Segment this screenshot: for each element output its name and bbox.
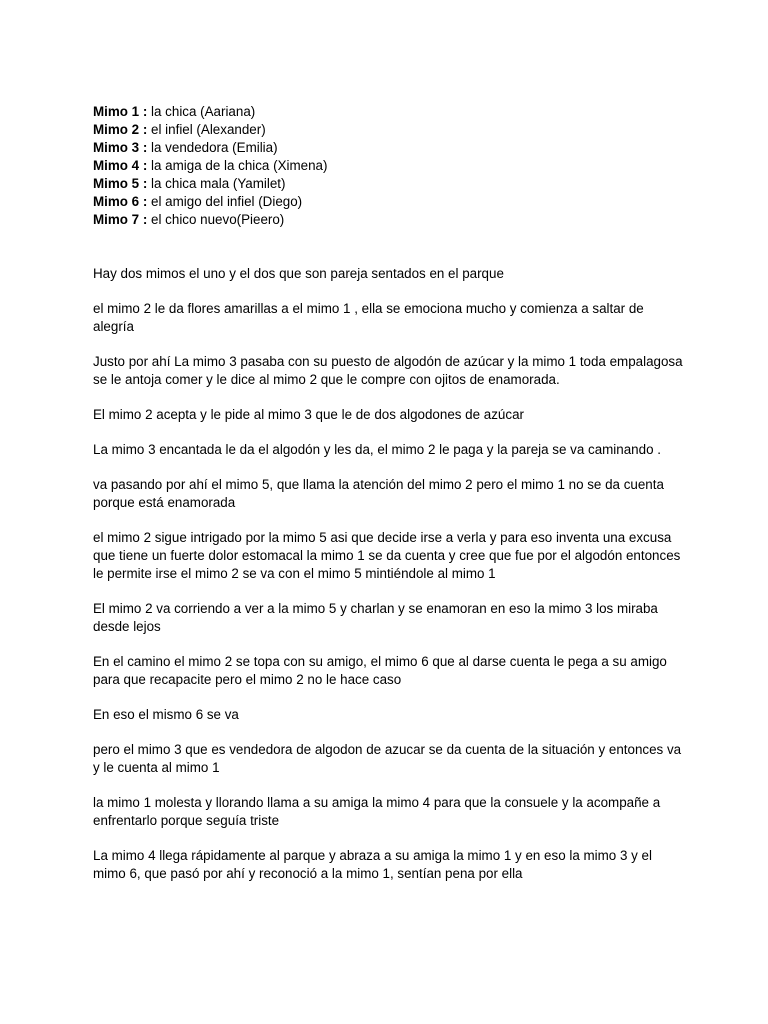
cast-label: Mimo 7 : (93, 212, 148, 227)
cast-item-1 (93, 103, 683, 121)
cast-item-4 (93, 157, 683, 175)
cast-item-2 (93, 121, 683, 139)
cast-label: Mimo 1 : (93, 104, 148, 119)
document-page (93, 103, 683, 900)
cast-label: Mimo 5 : (93, 176, 148, 191)
cast-item-5 (93, 175, 683, 193)
story-paragraph: el mimo 2 sigue intrigado por la mimo 5 asi que decide irse a verla y para eso inventa una excusa que tiene un fuerte dolor estomacal la mimo 1 se da cuenta y cree que fue por el algodón entonces le permite irse el mimo 2 se va con el mimo 5 mintiéndole al mimo 1 (93, 530, 681, 581)
story-paragraph: El mimo 2 acepta y le pide al mimo 3 que le de dos algodones de azúcar (93, 407, 524, 422)
cast-item-7 (93, 211, 683, 229)
story-paragraph: La mimo 4 llega rápidamente al parque y abraza a su amiga la mimo 1 y en eso la mimo 3 y el mimo 6, que pasó por ahí y reconoció a la mimo 1, sentían pena por ella (93, 848, 652, 881)
cast-role: el chico nuevo(Pieero) (147, 212, 285, 227)
cast-role: la chica mala (Yamilet) (147, 176, 286, 191)
story-paragraph: pero el mimo 3 que es vendedora de algodon de azucar se da cuenta de la situación y entonces va y le cuenta al mimo 1 (93, 742, 682, 775)
cast-label: Mimo 4 : (93, 158, 148, 173)
cast-role: la vendedora (Emilia) (147, 140, 278, 155)
story-paragraph: la mimo 1 molesta y llorando llama a su amiga la mimo 4 para que la consuele y la acompañe a enfrentarlo porque seguía triste (93, 795, 661, 828)
cast-label: Mimo 2 : (93, 122, 148, 137)
cast-role: la chica (Aariana) (147, 104, 256, 119)
story-paragraph: Justo por ahí La mimo 3 pasaba con su puesto de algodón de azúcar y la mimo 1 toda empalagosa se le antoja comer y le dice al mimo 2 que le compre con ojitos de enamorada. (93, 354, 683, 387)
story-paragraph: El mimo 2 va corriendo a ver a la mimo 5 y charlan y se enamoran en eso la mimo 3 los miraba desde lejos (93, 601, 658, 634)
story-paragraph: En eso el mismo 6 se va (93, 707, 239, 722)
cast-role: la amiga de la chica (Ximena) (147, 158, 328, 173)
story-paragraph: el mimo 2 le da flores amarillas a el mimo 1 , ella se emociona mucho y comienza a saltar de alegría (93, 301, 644, 334)
cast-label: Mimo 6 : (93, 194, 148, 209)
cast-role: el infiel (Alexander) (147, 122, 266, 137)
story-paragraph: En el camino el mimo 2 se topa con su amigo, el mimo 6 que al darse cuenta le pega a su amigo para que recapacite pero el mimo 2 no le hace caso (93, 654, 667, 687)
cast-role: el amigo del infiel (Diego) (147, 194, 303, 209)
story-paragraph: va pasando por ahí el mimo 5, que llama la atención del mimo 2 pero el mimo 1 no se da cuenta porque está enamorada (93, 477, 664, 510)
cast-list (93, 103, 683, 229)
cast-item-6 (93, 193, 683, 211)
cast-label: Mimo 3 : (93, 140, 148, 155)
story-paragraph: La mimo 3 encantada le da el algodón y les da, el mimo 2 le paga y la pareja se va caminando . (93, 442, 661, 457)
cast-item-3 (93, 139, 683, 157)
story-paragraph: Hay dos mimos el uno y el dos que son pareja sentados en el parque (93, 266, 504, 281)
